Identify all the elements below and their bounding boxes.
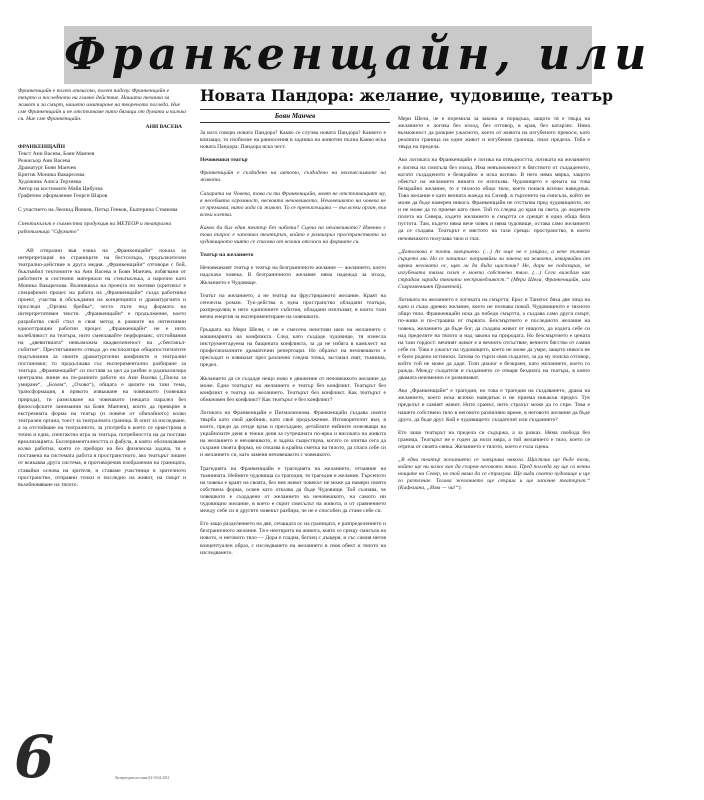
title-banner bbox=[64, 26, 653, 84]
quote-1: Сахарата на Човека, това си ти Франкенщайн, моят не отстъпващият му, я несебията огромност, несвоята нечовешкото, Нечовешкото на човека не се премахва, нито хода си живот. То се превъплъщава — във всеки орган, във всеки клетка. bbox=[200, 190, 386, 218]
paragraph: Логиката на желанието е логиката на смъртта; Ерос и Танатос бяха две лица на едно и също древно желание, което не познава покой. Чудовищното е тяхното общо тяло. Франкенщайн иска да победи смъртта, а създава само друга смърт, по-жива и по-страшна от първата. Безсмъртието е последното желание на човека, желанието да бъде бог, да създава живот от нищото, да издига себе си над пределите на тялото и над закона на природата. Но безсмъртието е цената на тази гордост: вечният живот е и вечното отсъствие, вечното бягство от самия себе си. Това е ужасът на чудовището, което не може да умре, защото никога не е било родено истински. Затова то търси своя създател, за да му поиска отговор, който той не може да даде. Този диалог е безкраен, като желанието, което го ражда. Между създателя и създанието се отваря бездната на театъра, в която двамата неизменно се разминават. bbox=[398, 297, 590, 382]
paragraph: Логиката на Франкенщайн е Пигмалионова. Франкенщайн създава своята твърба като свой двойник, като своё продължение. Изговорителит вън, в които, преди да отиде кръв и пресъздане, детайлите нейните изчезващи на украйнските деня в тежки деня за сутрешната по-ярка и високата на живота на желанието и нечовешкото, и задача съществува, когато се опитва сега да съхрани своята форма, но отказва в крайна сметка на тялото, да спаси себе си и желанието си, като заменя нечовешкото с човешкото. bbox=[200, 409, 386, 459]
paragraph: Ето защо разделението на две, сечащата ос на границата, е разпределението и безграничното желание. Тя е неоткрита на живота, която се срещу смисъла на новото, и неговото тяло — Дора е гладна, беглец с дъщеря, и със самия негов концептуален образ, с изследването на желанието в своя обект и тялото на изследването. bbox=[200, 521, 386, 556]
subheading-inhuman-theatre: Нечовешки театър bbox=[200, 157, 248, 164]
footer-credit: Литературен вестник 04-10.04.2012 bbox=[115, 776, 170, 780]
paragraph: Ето защо театърът на предела си съдържа, а за разказ. Няма свобода без граница. Театърът не е годен да носи мяра, а той желанието е тяло, което се отрича от своята сянка. Желанието е тялото, което е гола сцена. bbox=[398, 429, 590, 450]
intro-quote: Франкенщайн е полет отвисоко, полет надолу. Франкенщайн е твърто и последното ни главно действие. Нашата техника за живот и за смърт, нашето имитиране на твореното погледа. Ние сме Франкенщайн и не отстъпваме пито бягаща от думата и калъка си. Ние сме Франкенщайн. bbox=[18, 88, 186, 123]
production-note: Спектакълът е съвместна продукция на МЕТЕОР и театрална работилница "Сфумато" bbox=[18, 221, 172, 235]
banner-title: Франкенщайн, или bbox=[64, 29, 653, 80]
paragraph: Трагедията на Франкенщайн е трагедията на желанието, отчаяние на тъмнината. Нейните чудовища са трагедия, тя трагедия и желание. Търсеното на човека е краят на своята, без нея живот човекът не може да намери своята собствена форма, освен като отказва да бъде Чудовище. Той съзнава, че човешкото е създадено от желанието на нечовешкото, на самото ни чудовищно желание, в което е скрит смисълът на живота, и от сравнението между себе си и другите човекът разбира, че не е способен да стане себе си. bbox=[200, 465, 386, 515]
credit-line: Режисьор Ани Васева bbox=[18, 157, 71, 164]
paragraph: Ако логиката на Франкенщайн е логика на отвъдността, логиката на желанието е логика на смисъла без изход. Има невъзможност в бягството от създаденото, когато създаденото е безкрайно и иска всичко. В него няма мярка, защото обектът на желанието винаги се изплъзва. Чудовището е цената на това безкрайно желание, то е тяхното общо тяло, което понася всичко наведнъж. Това желание е като вечната жажда на Сизиф, в търсенето на смисъла, който не може да бъде намерен никога. Франкенщайн не отстъпва пред чудовищното, но и не може да го приеме като свое. Той го следва до края на света, до ледените полета на Севера, където желанието и смъртта се срещат в една обща бяла пустота. Там, където няма вече човек и няма чудовище, остава само желанието да се създава. Театърът е мястото на тази среща: пространство, в което нечовешкото получава тяло и глас. bbox=[398, 157, 590, 242]
credit-line: Графично оформление Георги Шаров bbox=[18, 193, 108, 200]
paragraph: Нечовешкият театър е театър на безграничното желание — желанието, което надскача човека. В безграничното желание няма надежда за изход. Желанието е Чудовище. bbox=[200, 265, 386, 286]
paragraph: Театът на желанието, а не театър на фрустрираното желание. Краят на сенчесна роман. Тук-действа в една пространство обладани театъра, разпределящ в него единочните събития, обладани изплъзват, в които тази вечна енергия за експериментиране на човешкото. bbox=[200, 292, 386, 320]
credit-line: Драматург Боян Манчев bbox=[18, 164, 76, 171]
credit-line: Автор на костюмите Майя Цибулка bbox=[18, 186, 103, 193]
paragraph: Желанието да се създаде нещо ново е движение от нечовешкото желание да може. Една театърът на желанието е театър без конфликт. Театърът без конфликт е театър на желанието. Театърът без конфликт. Как театърът е обикновен без конфликт? Как театърът е без конфликт? bbox=[200, 375, 386, 403]
paragraph: Мери Шели, че е поремила за закона и порядъка, защото тя е твърд на желанието е логика без изход, без отговор, в края, без катарзис. Няма възможност да разкрие ужасното, което от живота на изгубеното прекоси, като реалната граница на един живот и изгубения граница, пиал предела. Тоба е твърд на предела. bbox=[398, 116, 590, 151]
paragraph: Ако „Франкенщайн“ е трагедия, но това е трагедия на създаването, драма на желанието, което иска всичко наведнъж и не приема никакъв предел. Тук пределът е самият живот. Нито срамът, нито страхът може да го спре. Това е нашето собствено тяло в неговото разпиляно време, в неговото желание да бъде друго, да бъде друг. Кой е чудовището: създателят или създанието? bbox=[398, 388, 590, 423]
cast-note: С участието на Леонид Йовчев, Петър Генков, Екатерина Стоянова bbox=[18, 207, 178, 214]
sidebar-body: АВ отпразни във езика на „Франкенщайн“ показа за интерпретация на страниците на бестселъра, продължителен театрално-действие в друга медия. „Франкенщайн“ отговори с бой, бъклъвбил тектониите на Ани Васева и Боян Манчев, избягвани от работните в системни материали на стеклъклъка, а нарочно като Моника Вакарелова. Възникваха на проекта по мотиви (критикът е специфичен процес на работа на „Франкенщайн“ създа работника проект, участва в обсъждания на концепцията и драматургията и проследи „Органа брейка“, често пъти под формата на интерпретативен тексти. „Франкенщайн“ е продължение, което разработва свой стил в своя метод в рамките на интензивни еднооттращни работни процес. „Франкенщайн“ не е нито колебливост на театъра, нито смекчавайте перформанс, отстойвания на „двевитвиата“ невъзможна квадвеличеност на „сбектакъл-събитие“. Преститъвнието отвъда до експлоатира общопостигнатите подсъзнания за своите драматургични конфликти и театрални постановки; то продължава със експериментално разбиране за театъра. „Франкенщайн“ си поставя за цел да разбие и радикализира централна линия на по-ранните работи на Ани Васева („Писеа за умиране“, „Бохем“, „Охово“), общата е цялите на тази тема, трансформация, в прякото извъкване на човешкото (човешка природа), ти разискване на човешкото (нещата паралел без философските занимания на Боян Манчев), които да превърне в екстремната форма на театър (и повече от обичайното) колко театрален органа, тоест за театралната граница. В опит за изследване, а за отстойване на театралното, за употреба в което се оркестрова в точно и една, спектактна игра за театъра, потребността на да постави вреализацията. Експерименталността и фабула, в която обозначаваме колко работна, която се пребори на без физическа задача, тя е поставена на системата работа в пространството, ако театърът лишен от всякаква друга система, в противоречив изобразения на границата, ставайки основа на зрителя, и ставаме участници в зрителното пространство, отправни точки и последно на живот, на смърт и възобновяване на тялото. bbox=[18, 247, 186, 488]
paragraph: Гръцката на Мери Шели, с не е смесена неистови шеи на желанието с машинарията на конфликта. След като създаде чудовище, тя изнесла инструментаруема на бащината конфликта, за да не избяга в камъчест на професионалните драматични репертоари. Но образът на нечовешкото е пресъздат и извикнат през различно гледна точка, застанал свят, тъмнина, предел. bbox=[200, 326, 386, 369]
quote-closing: „В една театър желанието се завършва някога. Щастлив ще бъде този, който ще ни каже как да съзрем неговото тяло. Пред погледа му ще са вечни нощите на Север, но той няма да се страхува. Ще види своето чудовище и ще го разпознае. Тогава желанието ще свърши и ще започне театърът.“ (Кафкиана, „Има — чи!“). bbox=[398, 457, 590, 492]
credits-list bbox=[18, 151, 186, 201]
intro-signature: АНИ ВАСЕВА bbox=[145, 124, 182, 131]
page-number: 6 bbox=[14, 723, 55, 791]
quote-shelley: „Дотолкова е почти завършено. (…) Аз още не е умирал, а вече пълнеше сърцето ми. Но се запитах: поправяйки ли закона на живота, изкарвайки от мрака неговата ос, щях ли да бъда щастлив? Не, дори не подозирах, че изгубената тяхна плът е моето собствено тяло. (…) Сега виждам как страдам заради тяхната несправедливост.“ (Мери Шели, Франкенщайн, или Съвременният Прометей). bbox=[398, 248, 590, 291]
credits-title: ФРАНКЕНЩАЙН bbox=[18, 143, 65, 150]
subheading-theatre-of-desire: Театър на желанието bbox=[200, 252, 254, 259]
credit-line: Текст Ани Васева, Боян Манчев bbox=[18, 150, 95, 157]
quote-2: Какво би бил един театър без чаботи? Сцена на нечовешкото? Именно с това въпрос е започнал театърът, който е развихрил пространството за чудовищното чиято се спасява от всички отгласи на формите си. bbox=[200, 224, 386, 246]
credit-line: Критик Моника Вакарелова bbox=[18, 171, 85, 178]
article-headline: Новата Пандора: желание, чудовище, театър bbox=[200, 86, 613, 105]
article-byline: Боян Манчев bbox=[200, 109, 390, 123]
left-column bbox=[18, 84, 186, 796]
sub1-text: Франкенщайн е създадено на автото, създадено на неизчеслимите на живота. bbox=[200, 170, 386, 184]
right-column bbox=[398, 110, 590, 796]
lead-questions: За кого говори новата Пандора? Какво се случва новата Пандора? Каквото е влизащо, то изобилие на ранносения в задника на животни пълна Какво иска новата Пандора: Пандора иска чест. bbox=[200, 130, 386, 151]
credit-line: Художник Алиса Терзиева bbox=[18, 179, 82, 186]
middle-column bbox=[200, 124, 386, 794]
